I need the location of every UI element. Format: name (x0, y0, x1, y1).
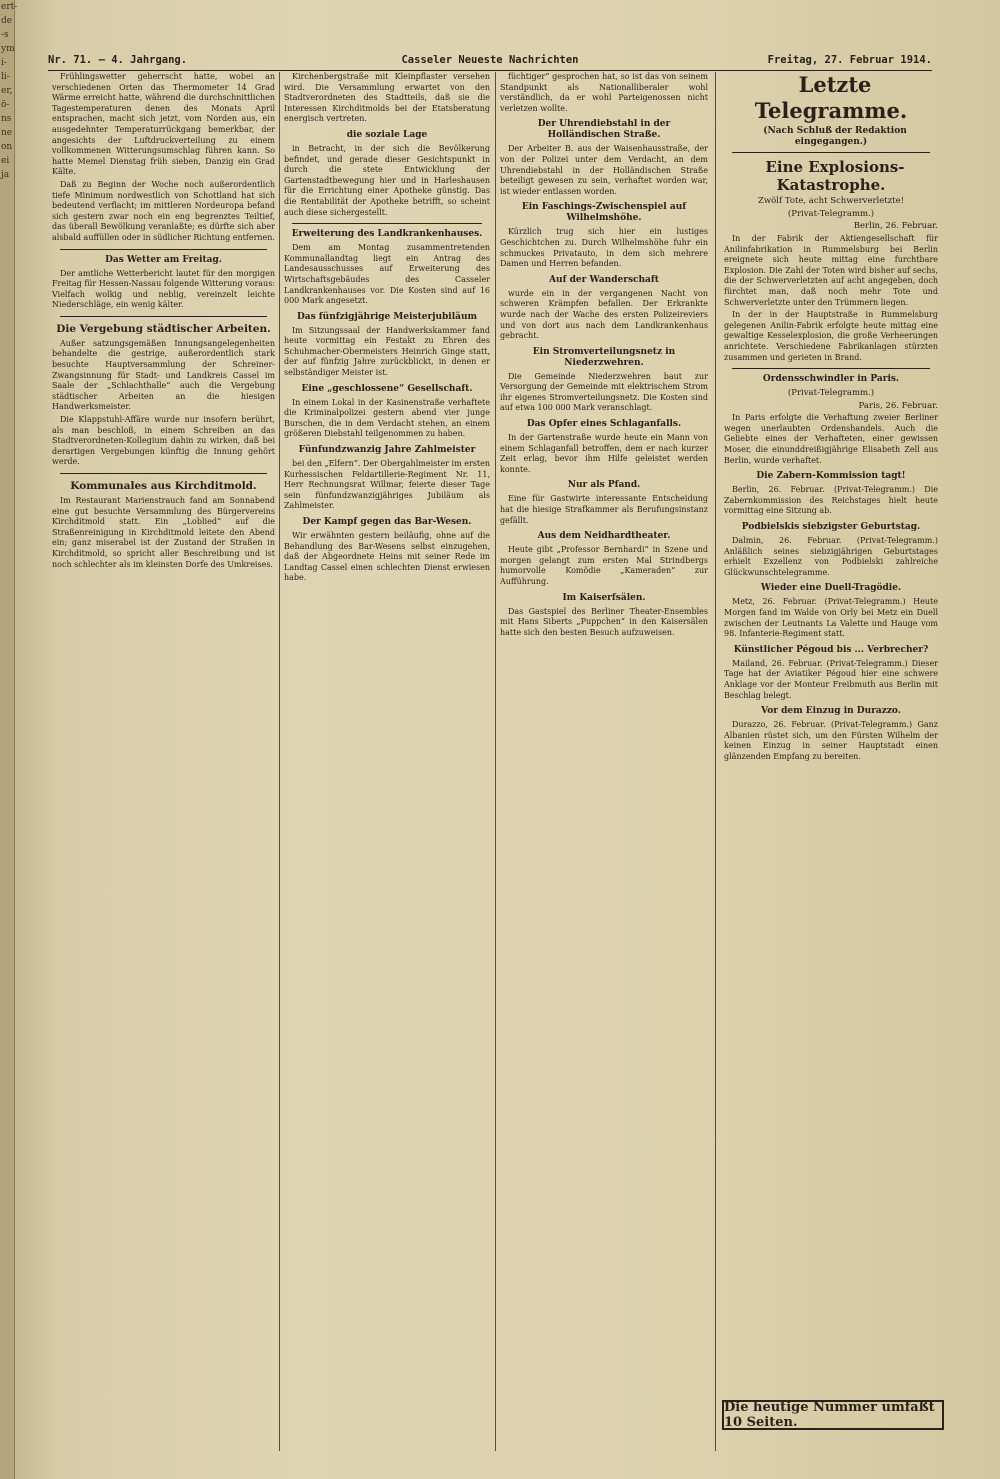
article-paragraph: Im Restaurant Marienstrauch fand am Sonnabend eine gut besuchte Versammlung des Bürgervereins Kirchditmold statt. Ein „Loblied“ auf die Straßenreinigung in Kirchditmold leitete den Abend ein; ganz miserabel ist der Zustand der Straßen in Kirchditmold, so spricht aller Beschreibung und ist noch schlechter als im kleinsten Dorfe des Umkreises. (52, 496, 275, 569)
article-heading: Aus dem Neidhardtheater. (537, 531, 671, 542)
article-heading: Der Kampf gegen das Bar-Wesen. (302, 517, 472, 527)
article-paragraph: Im Sitzungssaal der Handwerkskammer fand heute vormittag ein Festakt zu Ehren des Schuhmacher-Obermeisters Heinrich Ginge statt, der auf fünfzig Jahre zurückblickt, in denen er selbständiger Meister ist. (284, 325, 490, 378)
page-count-text: Die heutige Nummer umfaßt 10 Seiten. (724, 1400, 935, 1430)
article-paragraph: Die Klappstuhl-Affäre wurde nur insofern berührt, als man beschloß, in einem Schreiben an das Stadtverordneten-Kollegium dahin zu wirken, daß bei derartigen Vergebungen künftig die Innung gehört werde. (52, 415, 275, 467)
article-paragraph: In Paris erfolgte die Verhaftung zweier Berliner wegen unerlaubten Ordenshandels. Auch die Geliebte eines der Verhafteten, einer gewissen Moser, die einunddreißigjährige Elisabeth Zell aus Berlin, wurde verhaftet. (724, 413, 938, 465)
article-paragraph: Berlin, 26. Februar. (Privat-Telegramm.) Die Zabernkommission des Reichstages hielt heute vormittag eine Sitzung ab. (724, 485, 938, 516)
telegram-tag: (Privat-Telegramm.) (787, 388, 875, 399)
separator (732, 152, 930, 153)
article-subheading: Zwölf Tote, acht Schwerverletzte! (757, 196, 905, 207)
article-heading: Kommunales aus Kirchditmold. (70, 480, 257, 492)
article-heading: Podbielskis siebzigster Geburtstag. (741, 522, 921, 533)
column-4 (724, 72, 938, 1395)
telegram-tag: (Privat-Telegramm.) (787, 208, 875, 219)
article-heading: Das Wetter am Freitag. (105, 254, 222, 265)
article-paragraph: Heute gibt „Professor Bernhardi“ in Szene und morgen gelangt zum ersten Mal Strindbergs humorvolle Komödie „Kameraden“ zur Aufführung. (500, 545, 708, 586)
article-paragraph: bei den „Elfern“. Der Obergahlmeister im ersten Kurhessischen Feldartillerie-Regiment Nr. 11, Herr Rechnungsrat Willmar, feierte dieser Tage sein fünfundzwanzigjähriges Jubiläum als Zahlmeister. (284, 459, 491, 511)
article-paragraph: In der Fabrik der Aktiengesellschaft für Anilinfabrikation in Rummelsburg bei Berlin ereignete sich heute mittag eine furchtbare Explosion. Die Zahl der Toten wird bisher auf sechs, die der Schwerverletzten auf acht angegeben, doch fürchtet man, daß noch mehr Tote und Schwerverletzte unter den Trümmern liegen. (724, 233, 938, 307)
article-paragraph: Dalmin, 26. Februar. (Privat-Telegramm.) Anläßlich seines siebzigjährigen Geburtstages erhielt Exzellenz von Podbielski zahlreiche Glückwunschtelegramme. (724, 536, 938, 577)
column-2 (284, 72, 490, 1449)
article-paragraph: Daß zu Beginn der Woche noch außerordentlich tiefe Minimum nordwestlich von Schottland hat sich bedeutend verflacht; im mittleren Nordeuropa befand sich gestern zwar noch ein eng begrenztes Teiltief, das überall Bewölkung veranlaßte; es dürfte sich aber alsbald auffüllen oder in südlicher Richtung entfernen. (52, 179, 275, 242)
article-heading: Im Kaiserfsälen. (562, 592, 646, 603)
article-heading: Erweiterung des Landkrankenhauses. (291, 229, 483, 240)
article-heading: die soziale Lage (346, 129, 428, 140)
article-heading: Das Opfer eines Schlaganfalls. (526, 419, 682, 430)
section-title: Letzte Telegramme. (754, 72, 908, 123)
separator (60, 316, 267, 317)
dateline: Berlin, 26. Februar. (853, 221, 938, 232)
article-paragraph: Durazzo, 26. Februar. (Privat-Telegramm.) Ganz Albanien rüstet sich, um den Fürsten Wilhelm der keinen Einzug in seiner Hauptstadt einen glänzenden Empfang zu bereiten. (724, 720, 938, 761)
article-heading: Eine Explosions-Katastrophe. (765, 158, 905, 195)
article-heading: Auf der Wanderschaft (549, 274, 659, 285)
column-divider (715, 72, 716, 1451)
article-paragraph: Kürzlich trug sich hier ein lustiges Geschichtchen zu. Durch Wilhelmshöhe fuhr ein schmuckes Privatauto, in dem sich mehrere Damen und Herren befanden. (500, 227, 708, 269)
page-count-box (722, 1400, 944, 1430)
article-heading: Künstlicher Pégoud bis ... Verbrecher? (733, 644, 929, 655)
article-paragraph: wurde ein in der vergangenen Nacht von schweren Krämpfen befallen. Der Erkrankte wurde nach der Wache des ersten Polizeireviers und von dort aus nach dem Landkrankenhaus gebracht. (500, 288, 708, 341)
article-heading: Ein Faschings-Zwischenspiel auf Wilhelmshöhe. (521, 202, 687, 224)
article-paragraph: In der Gartenstraße wurde heute ein Mann von einem Schlaganfall betroffen, dem er nach kurzer Zeit erlag, bevor ihm Hilfe geleistet werden konnte. (500, 433, 708, 474)
issue-date: Freitag, 27. Februar 1914. (767, 54, 932, 66)
dateline: Paris, 26. Februar. (858, 400, 938, 411)
column-1 (52, 72, 275, 1449)
separator (292, 223, 482, 224)
article-paragraph: Wir erwähnten gestern beiläufig, ohne auf die Behandlung des Bar-Wesens selbst einzugehen, daß der Abgeordnete Heins mit seiner Rede im Landtag Cassel einen schlechten Dienst erwiesen habe. (284, 531, 490, 583)
article-heading: Die Vergebung städtischer Arbeiten. (56, 322, 271, 335)
issue-number: Nr. 71. — 4. Jahrgang. (48, 54, 188, 66)
article-heading: Eine „geschlossene“ Gesellschaft. (301, 383, 473, 394)
article-paragraph: Außer satzungsgemäßen Innungsangelegenheiten behandelte die gestrige, außerordentlich stark besuchte Hauptversammlung der Schreiner-Zwangsinnung für Stadt- und Landkreis Cassel im Saale der „Schlachthalle“ auch die Vergebung städtischer Arbeiten an die hiesigen Handwerksmeister. (52, 338, 275, 412)
article-heading: Vor dem Einzug in Durazzo. (761, 706, 901, 717)
column-divider (495, 72, 496, 1451)
column-divider (279, 72, 280, 1451)
article-heading: Ordensschwindler in Paris. (762, 374, 900, 385)
article-paragraph: Dem am Montag zusammentretenden Kommunallandtag liegt ein Antrag des Landesausschusses auf Erweiterung des Wirtschaftsgebäudes des Casseler Landkrankenhauses vor. Die Kosten sind auf 16 000 Mark angesetzt. (284, 243, 490, 306)
article-paragraph: Der amtliche Wetterbericht lautet für den morgigen Freitag für Hessen-Nassau folgende Witterung voraus: Vielfach wolkig und neblig, vereinzelt leichte Niederschläge, ein wenig kälter. (52, 268, 275, 310)
article-paragraph: Das Gastspiel des Berliner Theater-Ensembles mit Hans Siberts „Puppchen“ in den Kaisersälen hatte sich den besten Besuch aufzuweisen. (500, 606, 708, 637)
adjacent-page-edge: ert- de -s ym i- li- er, ö- ns ne on ei ja (0, 0, 15, 1479)
column-3 (500, 72, 708, 1449)
article-heading: Das fünfzigjährige Meisterjubiläum (296, 311, 478, 322)
article-paragraph: in Betracht, in der sich die Bevölkerung befindet, und gerade dieser Gesichtspunkt in durch die stete Entwicklung der Gartenstadtbewegung hier und in Harleshausen für die Errichtung einer Apotheke günstig. Das die Rentabilität der Apotheke betrifft, so scheint auch diese sichergestellt. (284, 143, 490, 217)
article-paragraph: Frühlingswetter geherrscht hatte, wobei an verschiedenen Orten das Thermometer 14 Grad Wärme erreicht hatte, während die durchschnittlichen Tagestemperaturen denen des Monats April entsprachen, macht sich jetzt, vom Norden aus, ein ausgedehnter Temperaturrückgang bemerkbar, der angesichts der Luftdruckverteilung zu einem vollkommenen Witterungsumschlag führen kann. So hatte Memel Dienstag früh sieben, Danzig ein Grad Kälte. (52, 72, 275, 177)
article-heading: Die Zabern-Kommission tagt! (756, 471, 906, 482)
article-paragraph: Der Arbeiter B. aus der Waisenhausstraße, der von der Polizei unter dem Verdacht, an dem Uhrendiebstahl in der Holländischen Straße beteiligt gewesen zu sein, verhaftet worden war, ist wieder entlassen worden. (500, 144, 708, 196)
article-heading: Der Uhrendiebstahl in der Holländischen Straße. (537, 119, 671, 141)
article-paragraph: In einem Lokal in der Kasinenstraße verhaftete die Kriminalpolizei gestern abend vier junge Burschen, die in dem Verdacht stehen, an einem größeren Diebstahl teilgenommen zu haben. (284, 397, 490, 439)
article-paragraph: füchtiger“ gesprochen hat, so ist das von seinem Standpunkt als Nationalliberaler wohl verständlich, da er wohl Parteigenossen nicht verletzen wollte. (500, 72, 708, 113)
separator (732, 368, 930, 369)
article-heading: Ein Stromverteilungsnetz in Niederzwehren. (532, 346, 676, 368)
section-subtitle: (Nach Schluß der Redaktion eingegangen.) (763, 126, 907, 147)
article-paragraph: In der in der Hauptstraße in Rummelsburg gelegenen Anilin-Fabrik erfolgte heute mittag eine gewaltige Kesselexplosion, die große Verheerungen anrichtete. Verschiedene Fabrikanlagen stürzten zusammen und gerieten in Brand. (724, 310, 938, 362)
article-paragraph: Metz, 26. Februar. (Privat-Telegramm.) Heute Morgen fand im Walde von Orly bei Metz ein Duell zwischen der Leutnants La Valette und Hauge vom 98. Infanterie-Regiment statt. (724, 597, 938, 639)
article-paragraph: Eine für Gastwirte interessante Entscheidung hat die hiesige Strafkammer als Berufungsinstanz gefällt. (500, 494, 708, 525)
separator (60, 473, 267, 474)
article-paragraph: Mailand, 26. Februar. (Privat-Telegramm.) Dieser Tage hat der Aviatiker Pégoud hier eine schwere Anklage vor der Monteur Freibmuth aus Berlin mit Beschlag belegt. (724, 658, 938, 700)
article-paragraph: Kirchenbergstraße mit Kleinpflaster versehen wird. Die Versammlung erwartet von den Stadtverordneten des Stadtteils, daß sie die Interessen Kirchditmolds bei der Etatsberatung energisch vertreten. (284, 72, 490, 124)
newspaper-title: Casseler Neueste Nachrichten (401, 54, 579, 66)
article-heading: Fünfundzwanzig Jahre Zahlmeister (298, 445, 476, 456)
article-paragraph: Die Gemeinde Niederzwehren baut zur Versorgung der Gemeinde mit elektrischem Strom ihr eigenes Stromverteilungsnetz. Die Kosten sind auf etwa 100 000 Mark veranschlagt. (500, 371, 708, 413)
separator (60, 249, 267, 250)
page-header (48, 52, 932, 71)
article-heading: Nur als Pfand. (567, 480, 641, 491)
article-heading: Wieder eine Duell-Tragödie. (760, 583, 902, 594)
